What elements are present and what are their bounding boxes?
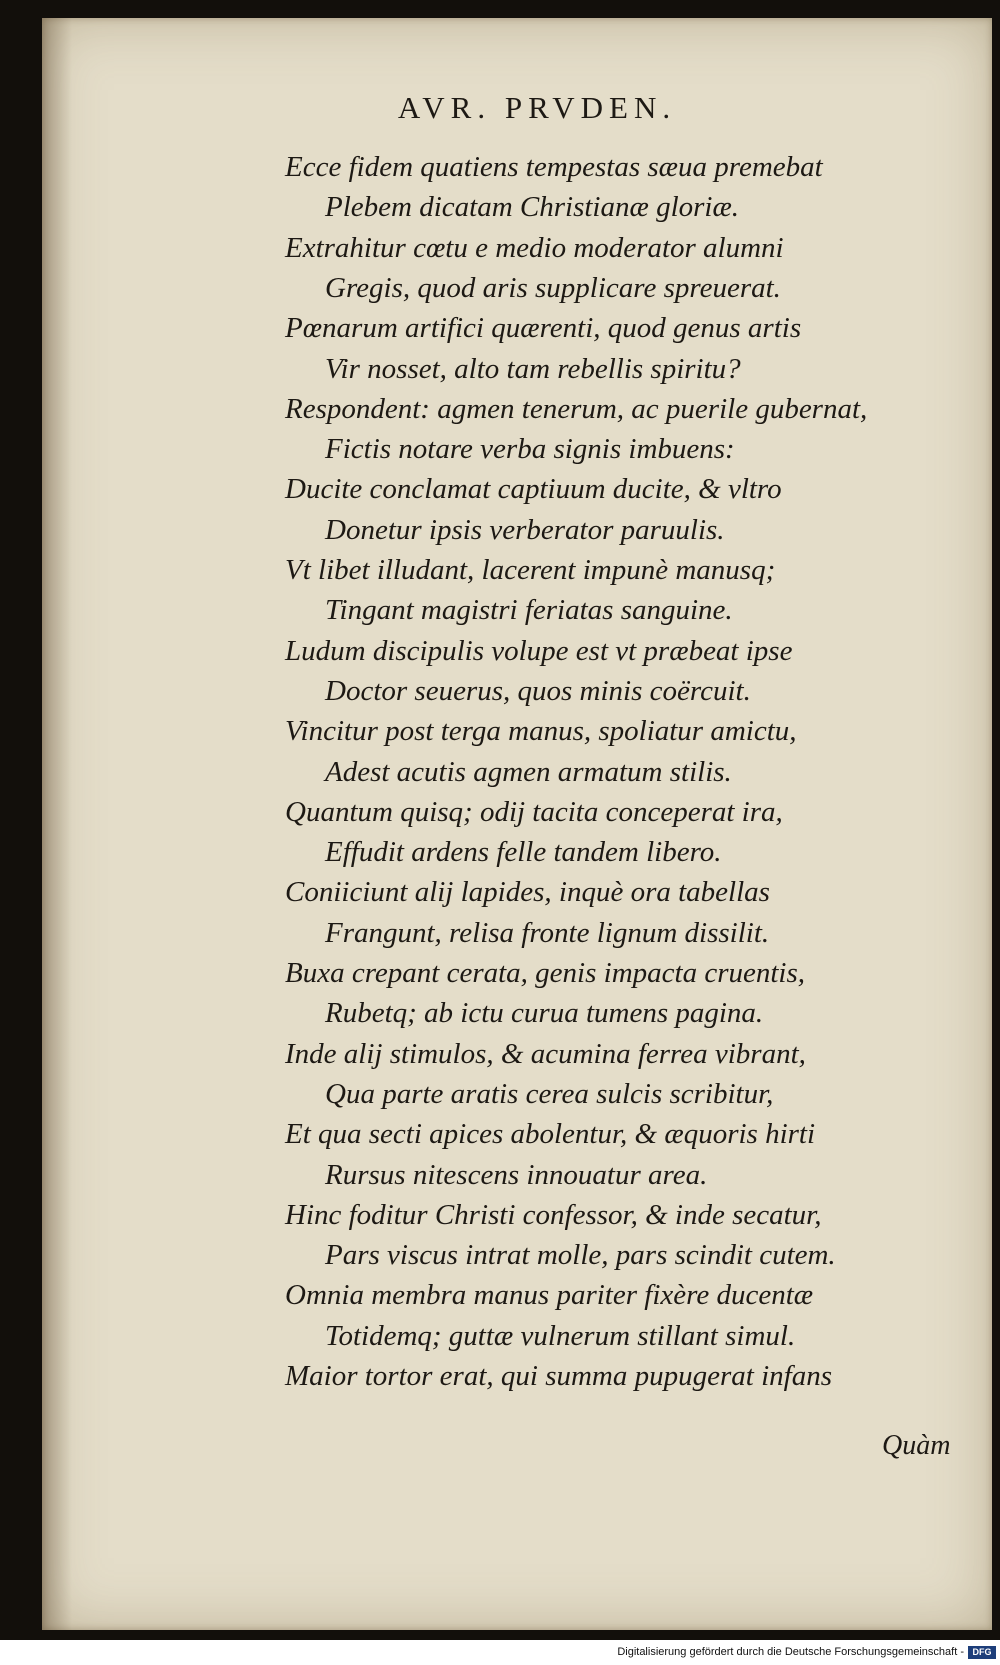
verse-line: Totidemq; guttæ vulnerum stillant simul.: [325, 1320, 796, 1352]
verse-line: Tingant magistri feriatas sanguine.: [325, 594, 733, 626]
verse-line: Buxa crepant cerata, genis impacta cruentis,: [285, 957, 806, 989]
digitization-credit: Digitalisierung gefördert durch die Deutsche Forschungsgemeinschaft -: [617, 1646, 964, 1658]
verse-line: Rursus nitescens innouatur area.: [325, 1159, 708, 1191]
book-page: [42, 18, 992, 1630]
verse-line: Respondent: agmen tenerum, ac puerile gubernat,: [285, 393, 868, 425]
verse-line: Maior tortor erat, qui summa pupugerat infans: [285, 1360, 832, 1392]
verse-line: Effudit ardens felle tandem libero.: [325, 836, 722, 868]
verse-line: Omnia membra manus pariter fixère ducentæ: [285, 1279, 814, 1311]
verse-line: Hinc foditur Christi confessor, & inde secatur,: [285, 1199, 822, 1231]
verse-line: Donetur ipsis verberator paruulis.: [325, 514, 725, 546]
verse-line: Ludum discipulis volupe est vt præbeat ipse: [285, 635, 793, 667]
verse-line: Ecce fidem quatiens tempestas sæua premebat: [285, 151, 823, 183]
verse-line: Plebem dicatam Christianæ gloriæ.: [325, 191, 740, 223]
verse-line: Fictis notare verba signis imbuens:: [325, 433, 735, 465]
footer-bar: [0, 1640, 1000, 1665]
verse-line: Rubetq; ab ictu curua tumens pagina.: [325, 997, 764, 1029]
verse-line: Coniiciunt alij lapides, inquè ora tabellas: [285, 876, 770, 908]
verse-line: Vir nosset, alto tam rebellis spiritu?: [325, 353, 741, 385]
verse-line: Vt libet illudant, lacerent impunè manusq;: [285, 554, 776, 586]
verse-line: Pars viscus intrat molle, pars scindit cutem.: [325, 1239, 836, 1271]
verse-line: Qua parte aratis cerea sulcis scribitur,: [325, 1078, 774, 1110]
verse-line: Inde alij stimulos, & acumina ferrea vibrant,: [285, 1038, 806, 1070]
dfg-logo: DFG: [968, 1646, 996, 1659]
verse-line: Frangunt, relisa fronte lignum dissilit.: [325, 917, 770, 949]
verse-line: Extrahitur cœtu e medio moderator alumni: [285, 232, 784, 264]
running-head: AVR. PRVDEN.: [397, 90, 677, 125]
verse-line: Gregis, quod aris supplicare spreuerat.: [325, 272, 781, 304]
verse-line: Et qua secti apices abolentur, & æquoris hirti: [285, 1118, 816, 1150]
verse-line: Ducite conclamat captiuum ducite, & vltro: [285, 473, 782, 505]
verse-line: Adest acutis agmen armatum stilis.: [325, 756, 732, 788]
catchword: Quàm: [882, 1430, 951, 1461]
verse-line: Vincitur post terga manus, spoliatur amictu,: [285, 715, 797, 747]
verse-line: Pœnarum artifici quærenti, quod genus artis: [285, 312, 802, 344]
verse-line: Quantum quisq; odij tacita conceperat ira,: [285, 796, 783, 828]
verse-line: Doctor seuerus, quos minis coërcuit.: [325, 675, 751, 707]
